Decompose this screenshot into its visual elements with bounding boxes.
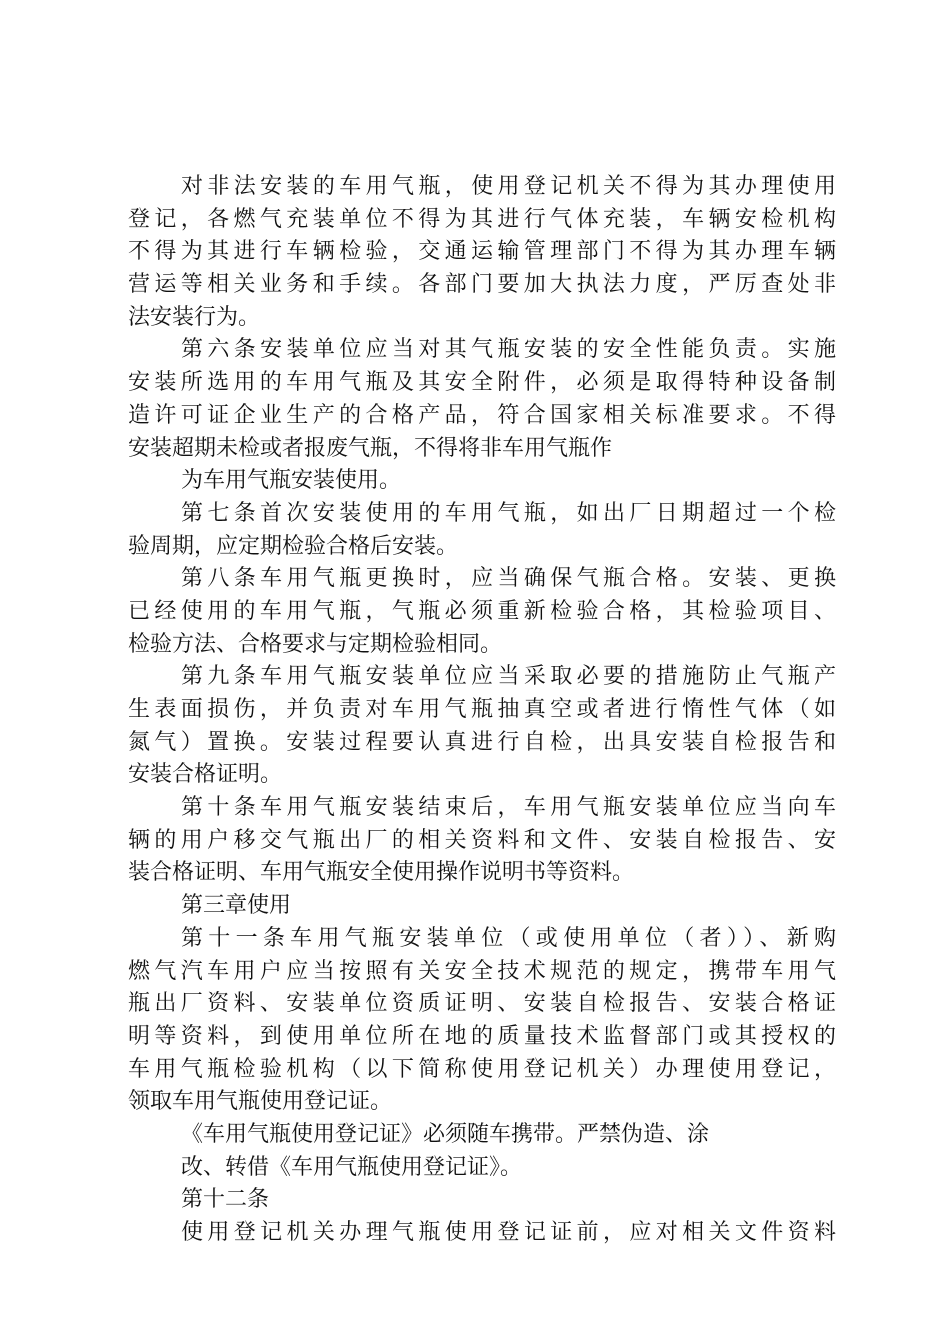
text-line: 辆的用户移交气瓶出厂的相关资料和文件、安装自检报告、安 bbox=[128, 827, 836, 853]
text-line: 安装超期未检或者报废气瓶，不得将非车用气瓶作 bbox=[128, 435, 613, 461]
text-line: 瓶出厂资料、安装单位资质证明、安装自检报告、安装合格证 bbox=[128, 991, 836, 1017]
article-heading: 第十二条 bbox=[181, 1187, 270, 1213]
text-line: 改、转借《车用气瓶使用登记证》。 bbox=[181, 1154, 523, 1180]
text-line: 检验方法、合格要求与定期检验相同。 bbox=[128, 631, 503, 657]
text-line: 车用气瓶检验机构（以下简称使用登记机关）办理使用登记， bbox=[128, 1056, 836, 1082]
text-line: 第七条首次安装使用的车用气瓶，如出厂日期超过一个检 bbox=[181, 500, 836, 526]
text-line: 登记，各燃气充装单位不得为其进行气体充装，车辆安检机构 bbox=[128, 206, 836, 232]
text-line: 安装所选用的车用气瓶及其安全附件，必须是取得特种设备制 bbox=[128, 370, 836, 396]
text-line: 为车用气瓶安装使用。 bbox=[181, 468, 402, 494]
text-line: 验周期，应定期检验合格后安装。 bbox=[128, 533, 459, 559]
text-line: 明等资料，到使用单位所在地的质量技术监督部门或其授权的 bbox=[128, 1023, 836, 1049]
text-line: 安装合格证明。 bbox=[128, 762, 283, 788]
text-line: 使用登记机关办理气瓶使用登记证前，应对相关文件资料 bbox=[181, 1220, 836, 1245]
text-line: 造许可证企业生产的合格产品，符合国家相关标准要求。不得 bbox=[128, 402, 836, 428]
text-line: 第九条车用气瓶安装单位应当采取必要的措施防止气瓶产 bbox=[181, 664, 836, 690]
text-line: 装合格证明、车用气瓶安全使用操作说明书等资料。 bbox=[128, 860, 635, 886]
text-line: 第八条车用气瓶更换时，应当确保气瓶合格。安装、更换 bbox=[181, 566, 836, 592]
text-line: 已经使用的车用气瓶，气瓶必须重新检验合格，其检验项目、 bbox=[128, 598, 836, 624]
text-line: 营运等相关业务和手续。各部门要加大执法力度，严厉查处非 bbox=[128, 272, 836, 298]
text-line: 《车用气瓶使用登记证》必须随车携带。严禁伪造、涂 bbox=[181, 1121, 710, 1147]
text-line: 氮气）置换。安装过程要认真进行自检，出具安装自检报告和 bbox=[128, 729, 836, 755]
text-line: 不得为其进行车辆检验，交通运输管理部门不得为其办理车辆 bbox=[128, 239, 836, 265]
text-line: 领取车用气瓶使用登记证。 bbox=[128, 1089, 393, 1115]
text-line: 第十一条车用气瓶安装单位（或使用单位（者））、新购 bbox=[181, 925, 836, 951]
text-line: 第六条安装单位应当对其气瓶安装的安全性能负责。实施 bbox=[181, 337, 836, 363]
document-body bbox=[128, 171, 836, 1250]
text-line: 第十条车用气瓶安装结束后，车用气瓶安装单位应当向车 bbox=[181, 795, 836, 821]
text-line: 法安装行为。 bbox=[128, 304, 261, 330]
text-line: 燃气汽车用户应当按照有关安全技术规范的规定，携带车用气 bbox=[128, 958, 836, 984]
text-line: 对非法安装的车用气瓶，使用登记机关不得为其办理使用 bbox=[181, 174, 836, 199]
chapter-heading: 第三章使用 bbox=[181, 893, 292, 919]
text-line: 生表面损伤，并负责对车用气瓶抽真空或者进行惰性气体（如 bbox=[128, 697, 836, 722]
